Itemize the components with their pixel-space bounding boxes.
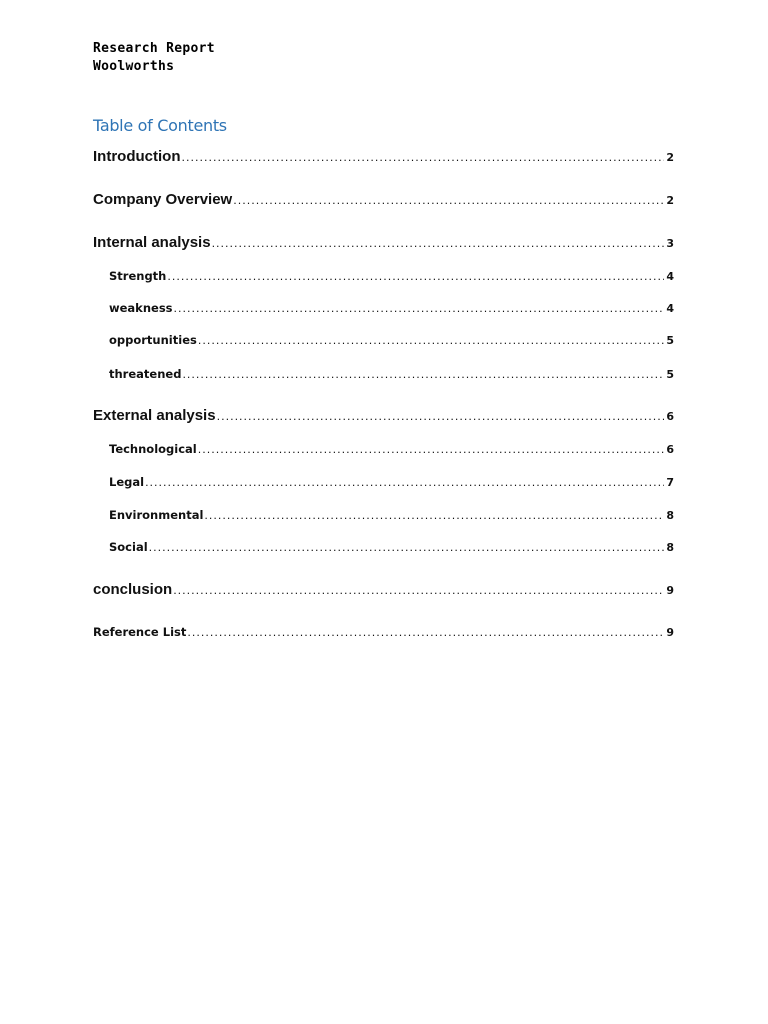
toc-dot-leader [174, 302, 665, 315]
toc-entry-page: 8 [666, 509, 674, 522]
toc-entry-page: 5 [666, 334, 674, 347]
toc-entry-conclusion[interactable] [93, 581, 674, 598]
toc-entry-page: 4 [666, 302, 674, 315]
toc-entry-external-analysis[interactable] [93, 407, 674, 424]
company-name: Woolworths [93, 59, 175, 74]
toc-entry-legal[interactable] [109, 475, 674, 489]
toc-entry-page: 6 [666, 443, 674, 456]
toc-entry-label: weakness [109, 301, 173, 315]
toc-entry-label: opportunities [109, 333, 197, 347]
toc-entry-social[interactable] [109, 540, 674, 554]
toc-entry-label: Company Overview [93, 191, 233, 208]
toc-entry-page: 2 [666, 151, 674, 164]
toc-entry-page: 3 [666, 237, 674, 250]
toc-entry-page: 9 [666, 584, 674, 597]
toc-entry-label: conclusion [93, 581, 173, 598]
toc-entry-label: Technological [109, 442, 197, 456]
toc-entry-threatened[interactable] [109, 367, 674, 381]
toc-entry-label: Strength [109, 269, 167, 283]
toc-dot-leader [198, 334, 665, 347]
toc-entry-page: 2 [666, 194, 674, 207]
toc-dot-leader [212, 237, 665, 250]
toc-entry-page: 9 [666, 626, 674, 639]
toc-entry-strength[interactable] [109, 269, 674, 283]
toc-entry-label: Legal [109, 475, 145, 489]
toc-entry-label: Reference List [93, 625, 187, 639]
toc-entry-weakness[interactable] [109, 301, 674, 315]
toc-heading: Table of Contents [93, 116, 227, 135]
toc-entry-label: External analysis [93, 407, 216, 424]
report-title: Research Report [93, 41, 215, 56]
document-header [93, 40, 215, 76]
toc-dot-leader [233, 194, 664, 207]
toc-entry-label: threatened [109, 367, 182, 381]
toc-dot-leader [173, 584, 664, 597]
toc-entry-label: Internal analysis [93, 234, 211, 251]
toc-entry-label: Introduction [93, 148, 181, 165]
toc-dot-leader [149, 541, 665, 554]
toc-entry-introduction[interactable] [93, 148, 674, 165]
toc-dot-leader [145, 476, 664, 489]
toc-dot-leader [204, 509, 664, 522]
toc-entry-reference-list[interactable] [93, 625, 674, 639]
toc-entry-label: Environmental [109, 508, 204, 522]
toc-dot-leader [217, 410, 665, 423]
toc-dot-leader [187, 626, 664, 639]
toc-dot-leader [198, 443, 665, 456]
toc-entry-page: 7 [666, 476, 674, 489]
toc-entry-internal-analysis[interactable] [93, 234, 674, 251]
toc-entry-technological[interactable] [109, 442, 674, 456]
toc-entry-page: 6 [666, 410, 674, 423]
toc-entry-company-overview[interactable] [93, 191, 674, 208]
toc-dot-leader [181, 151, 664, 164]
toc-entry-opportunities[interactable] [109, 333, 674, 347]
toc-dot-leader [182, 368, 664, 381]
toc-entry-label: Social [109, 540, 148, 554]
toc-entry-page: 5 [666, 368, 674, 381]
toc-entry-page: 8 [666, 541, 674, 554]
toc-entry-environmental[interactable] [109, 508, 674, 522]
toc-dot-leader [167, 270, 664, 283]
toc-entry-page: 4 [666, 270, 674, 283]
